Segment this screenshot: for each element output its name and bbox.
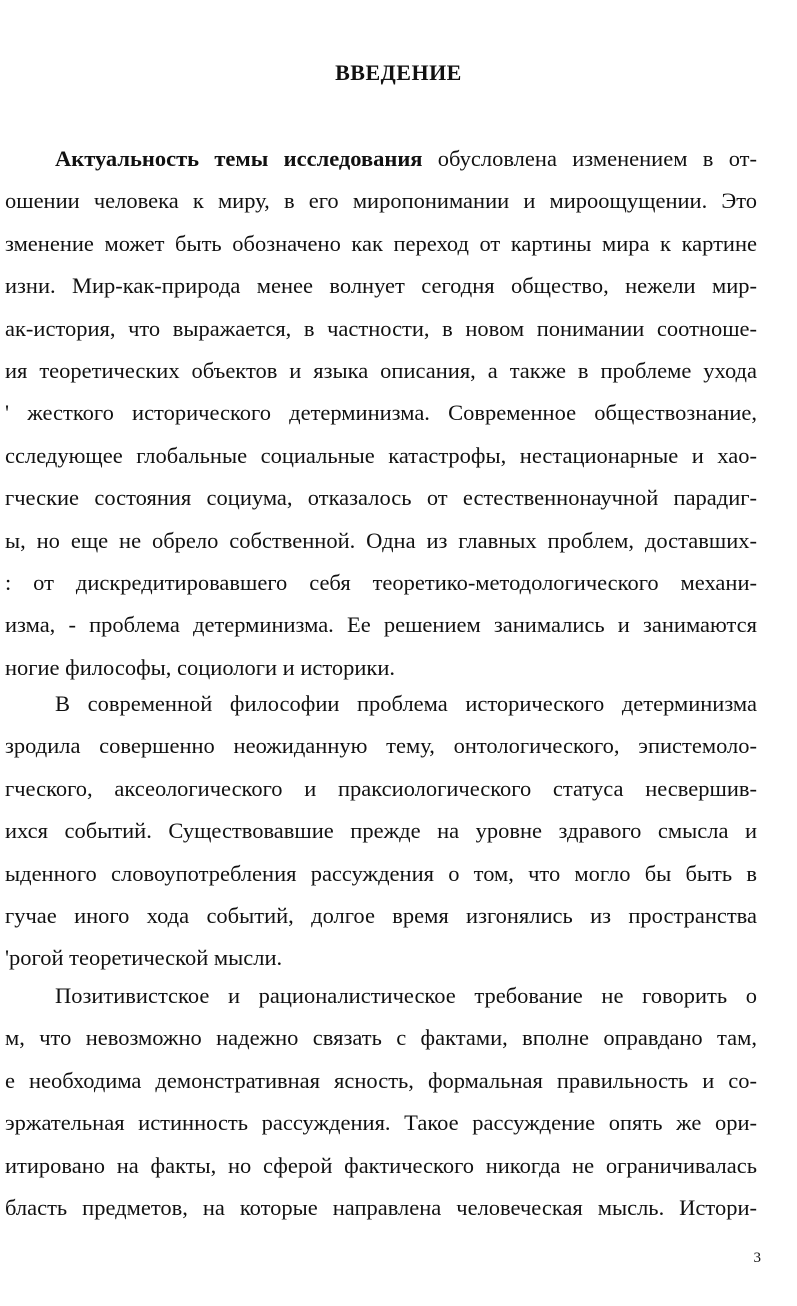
text-line: гучае иного хода событий, долгое время изгонялись из пространства bbox=[5, 902, 757, 928]
text-line: изма, - проблема детерминизма. Ее решением занимались и занимаются bbox=[5, 612, 757, 638]
paragraph-positivist-requirement bbox=[0, 975, 797, 1229]
text-line-rest: обусловлена изменением в от- bbox=[422, 146, 757, 171]
text-line: гческие состояния социума, отказалось от естественнонаучной парадиг- bbox=[5, 485, 757, 511]
page-number: 3 bbox=[753, 1250, 761, 1266]
text-line: : от дискредитировавшего себя теоретико-методологического механи- bbox=[5, 569, 757, 595]
text-line: зменение может быть обозначено как переход от картины мира к картине bbox=[5, 230, 757, 256]
bold-lead-phrase: Актуальность темы исследования bbox=[55, 146, 423, 171]
text-line: изни. Мир-как-природа менее волнует сегодня общество, нежели мир- bbox=[5, 273, 757, 299]
text-line: ы, но еще не обрело собственной. Одна из главных проблем, доставших- bbox=[5, 527, 757, 553]
text-line: ихся событий. Существовавшие прежде на уровне здравого смысла и bbox=[5, 818, 757, 844]
text-line: эржательная истинность рассуждения. Такое рассуждение опять же ори- bbox=[5, 1110, 757, 1136]
text-line: В современной философии проблема исторического детерминизма bbox=[55, 691, 757, 716]
text-line: Позитивистское и рационалистическое требование не говорить о bbox=[55, 983, 757, 1008]
paragraph-historical-determinism bbox=[0, 683, 797, 980]
page-title: ВВЕДЕНИЕ bbox=[335, 60, 462, 85]
text-line: итировано на факты, но сферой фактического никогда не ограничивалась bbox=[5, 1152, 757, 1178]
text-line: ия теоретических объектов и языка описания, а также в проблеме ухода bbox=[5, 357, 757, 383]
text-line: ногие философы, социологи и историки. bbox=[5, 654, 396, 680]
text-line: ошении человека к миру, в его миропонимании и мироощущении. Это bbox=[5, 188, 757, 214]
text-line: е необходима демонстративная ясность, формальная правильность и со- bbox=[5, 1067, 757, 1093]
text-line: гческого, аксеологического и праксиологического статуса несвершив- bbox=[5, 775, 757, 801]
text-line: ' жесткого исторического детерминизма. Современное обществознание, bbox=[5, 400, 757, 426]
text-line: м, что невозможно надежно связать с фактами, вполне оправдано там, bbox=[5, 1025, 757, 1051]
text-line: бласть предметов, на которые направлена человеческая мысль. Истори- bbox=[5, 1194, 757, 1220]
text-line: 'рогой теоретической мысли. bbox=[5, 945, 283, 971]
text-line: зродила совершенно неожиданную тему, онтологического, эпистемоло- bbox=[5, 733, 757, 759]
paragraph-relevance bbox=[0, 138, 797, 689]
text-line bbox=[0, 138, 797, 180]
text-line: ыденного словоупотребления рассуждения о том, что могло бы быть в bbox=[5, 860, 757, 886]
text-line: ак-история, что выражается, в частности, в новом понимании соотноше- bbox=[5, 315, 757, 341]
text-line: сследующее глобальные социальные катастрофы, нестационарные и хао- bbox=[5, 442, 757, 468]
